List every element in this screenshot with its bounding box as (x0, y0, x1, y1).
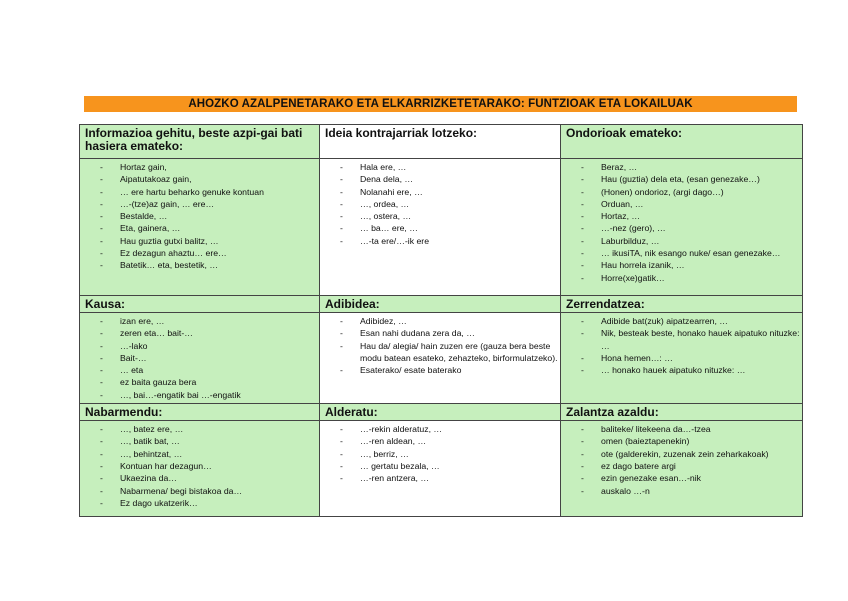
connector-list (320, 313, 560, 378)
list-item: - …-ta ere/…-ik ere (340, 235, 558, 247)
list-item: - zeren eta… bait-… (100, 327, 317, 339)
connectors-table (79, 124, 803, 517)
list-item: - ezin genezake esan…-nik (581, 472, 800, 484)
list-item: - …, bai…-engatik bai …-engatik (100, 389, 317, 401)
cell-body (561, 421, 803, 517)
list-item: - … eta (100, 364, 317, 376)
cell-heading: Zerrendatzea: (561, 296, 803, 313)
table-row (80, 313, 803, 404)
connector-list (561, 159, 802, 286)
list-item: - izan ere, … (100, 315, 317, 327)
list-item: - Ukaezina da… (100, 472, 317, 484)
list-item: - …, berriz, … (340, 448, 558, 460)
list-item: - ez dago batere argi (581, 460, 800, 472)
connector-list (320, 159, 560, 249)
cell-heading: Informazioa gehitu, beste azpi-gai bati hasiera emateko: (80, 125, 320, 159)
list-item: - Adibidez, … (340, 315, 558, 327)
list-item: - Bestalde, … (100, 210, 317, 222)
table-row (80, 159, 803, 296)
cell-body (561, 159, 803, 296)
list-item: - (Honen) ondorioz, (argi dago…) (581, 186, 800, 198)
table-header-row (80, 125, 803, 159)
list-item: - Hau horrela izanik, … (581, 259, 800, 271)
list-item: - …-rekin alderatuz, … (340, 423, 558, 435)
list-item: - Hau (guztia) dela eta, (esan genezake…) (581, 173, 800, 185)
list-item: - … gertatu bezala, … (340, 460, 558, 472)
list-item: - Laburbilduz, … (581, 235, 800, 247)
list-item: - Nabarmena/ begi bistakoa da… (100, 485, 317, 497)
list-item: - Bait-… (100, 352, 317, 364)
list-item: - Hortaz, … (581, 210, 800, 222)
cell-heading: Zalantza azaldu: (561, 404, 803, 421)
cell-body (80, 313, 320, 404)
list-item: - Batetik… eta, bestetik, … (100, 259, 317, 271)
cell-heading: Ideia kontrajarriak lotzeko: (320, 125, 561, 159)
list-item: - ez baita gauza bera (100, 376, 317, 388)
cell-body (561, 313, 803, 404)
list-item: - baliteke/ litekeena da…-tzea (581, 423, 800, 435)
connector-list (561, 421, 802, 499)
connector-list (80, 313, 319, 403)
list-item: - …, batik bat, … (100, 435, 317, 447)
list-item: - …, ordea, … (340, 198, 558, 210)
cell-heading: Alderatu: (320, 404, 561, 421)
document-title: AHOZKO AZALPENETARAKO ETA ELKARRIZKETETARAKO: FUNTZIOAK ETA LOKAILUAK (84, 96, 797, 112)
list-item: - …-ren antzera, … (340, 472, 558, 484)
list-item: - … ere hartu beharko genuke kontuan (100, 186, 317, 198)
connector-list (320, 421, 560, 486)
cell-body (320, 421, 561, 517)
list-item: - Eta, gainera, … (100, 222, 317, 234)
list-item: - Adibide bat(zuk) aipatzearren, … (581, 315, 800, 327)
list-item: - Ez dezagun ahaztu… ere… (100, 247, 317, 259)
list-item: - Hala ere, … (340, 161, 558, 173)
cell-body (320, 159, 561, 296)
table-row (80, 421, 803, 517)
list-item: - Hau guztia gutxi balitz, … (100, 235, 317, 247)
list-item: - Horre(xe)gatik… (581, 272, 800, 284)
table-header-row (80, 404, 803, 421)
list-item: - Dena dela, … (340, 173, 558, 185)
list-item: - …-nez (gero), … (581, 222, 800, 234)
table-header-row (80, 296, 803, 313)
list-item: - Hau da/ alegia/ hain zuzen ere (gauza bera beste modu batean esateko, zehazteko, birformulatzeko). (340, 340, 558, 365)
list-item: - …-ren aldean, … (340, 435, 558, 447)
list-item: - Kontuan har dezagun… (100, 460, 317, 472)
list-item: - auskalo …-n (581, 485, 800, 497)
list-item: - ote (galderekin, zuzenak zein zeharkakoak) (581, 448, 800, 460)
list-item: - … honako hauek aipatuko nituzke: … (581, 364, 800, 376)
list-item: - Esan nahi dudana zera da, … (340, 327, 558, 339)
list-item: - … ikusiTA, nik esango nuke/ esan genezake… (581, 247, 800, 259)
list-item: - Beraz, … (581, 161, 800, 173)
cell-heading: Nabarmendu: (80, 404, 320, 421)
list-item: - omen (baieztapenekin) (581, 435, 800, 447)
list-item: - … ba… ere, … (340, 222, 558, 234)
list-item: - Ez dago ukatzerik… (100, 497, 317, 509)
cell-heading: Adibidea: (320, 296, 561, 313)
list-item: - …, behintzat, … (100, 448, 317, 460)
connector-list (80, 159, 319, 274)
list-item: - …-(tze)az gain, … ere… (100, 198, 317, 210)
list-item: - Hortaz gain, (100, 161, 317, 173)
connector-list (80, 421, 319, 511)
list-item: - Nik, besteak beste, honako hauek aipatuko nituzke: … (581, 327, 800, 352)
cell-heading: Kausa: (80, 296, 320, 313)
list-item: - …-lako (100, 340, 317, 352)
cell-body (320, 313, 561, 404)
list-item: - Esaterako/ esate baterako (340, 364, 558, 376)
connector-list (561, 313, 802, 378)
list-item: - …, ostera, … (340, 210, 558, 222)
list-item: - Hona hemen…: … (581, 352, 800, 364)
list-item: - …, batez ere, … (100, 423, 317, 435)
list-item: - Aipatutakoaz gain, (100, 173, 317, 185)
list-item: - Orduan, … (581, 198, 800, 210)
cell-body (80, 159, 320, 296)
list-item: - Nolanahi ere, … (340, 186, 558, 198)
cell-body (80, 421, 320, 517)
cell-heading: Ondorioak emateko: (561, 125, 803, 159)
